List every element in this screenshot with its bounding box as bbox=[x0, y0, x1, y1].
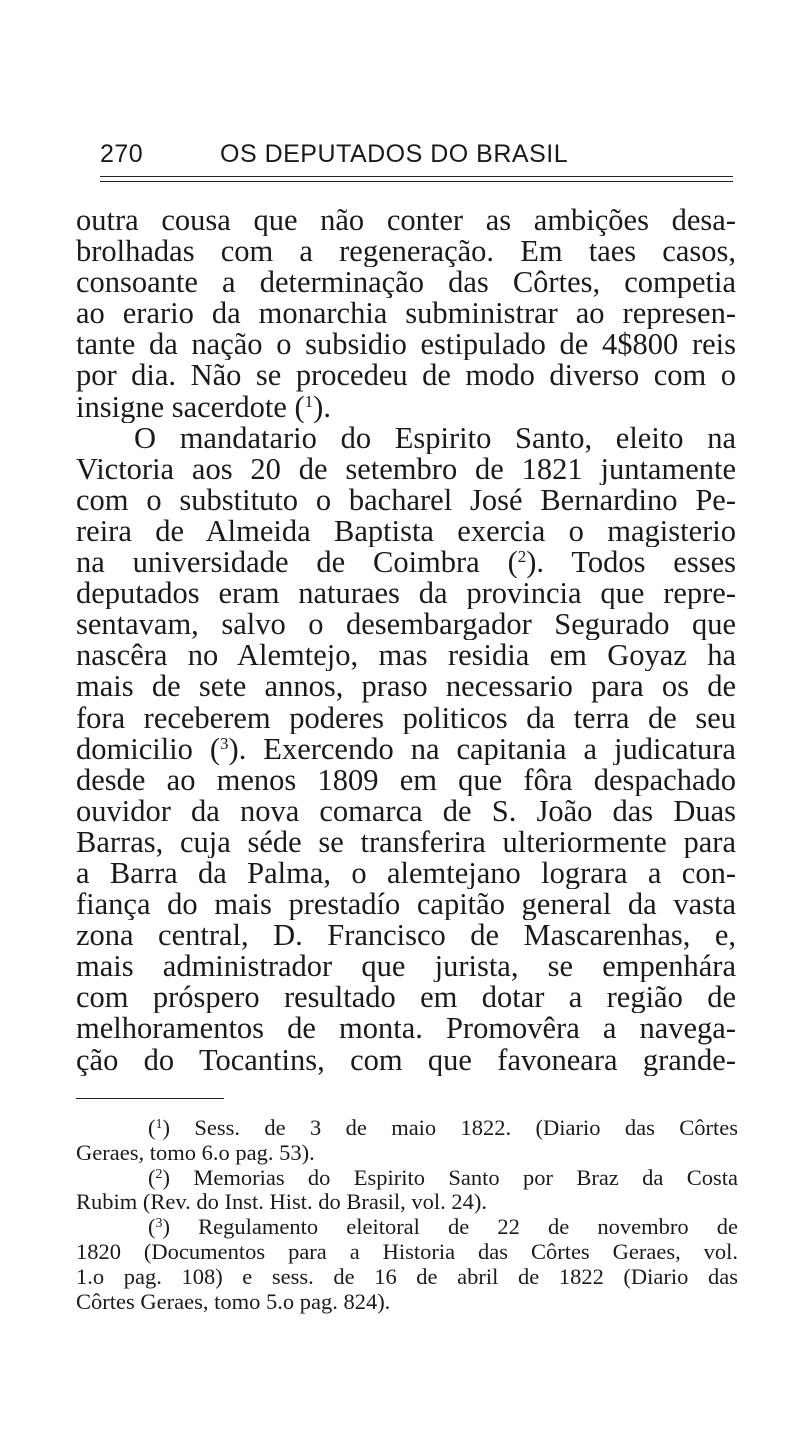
text-line: zona central, D. Francisco de Mascarenhas, e, bbox=[76, 920, 736, 952]
footnote-ref-1: 1 bbox=[304, 391, 314, 411]
footnotes bbox=[76, 1116, 738, 1314]
text-line: mais administrador que jurista, se empenhára bbox=[76, 951, 736, 983]
footnote-2: ($^2$) Memorias do Espirito Santo por Braz da Costa bbox=[148, 1165, 738, 1190]
page-header bbox=[100, 140, 740, 169]
text-line: brolhadas com a regeneração. Em taes casos, bbox=[76, 236, 736, 268]
text-line: melhoramentos de monta. Promovêra a navega- bbox=[76, 1013, 736, 1045]
text-line: desde ao menos 1809 em que fôra despachado bbox=[76, 764, 736, 796]
running-title: OS DEPUTADOS DO BRASIL bbox=[220, 140, 569, 168]
main-text bbox=[76, 205, 736, 1076]
text-line: Barras, cuja séde se transferira ulteriormente para bbox=[76, 826, 736, 858]
footnote-3-cont: 1.o pag. 108) e sess. de 16 de abril de 1822 (Diario das bbox=[76, 1264, 738, 1289]
text-line: ao erario da monarchia subministrar ao represen- bbox=[76, 298, 736, 330]
text-line: a Barra da Palma, o alemtejano lograra a con- bbox=[76, 857, 736, 890]
text-line: fora receberem poderes politicos da terra de seu bbox=[76, 702, 736, 734]
text-line: domicilio ($^3$). Exercendo na capitania a judicatura bbox=[76, 733, 736, 765]
text-line: tante da nação o subsidio estipulado de 4$800 reis bbox=[76, 329, 736, 361]
text-line: fiança do mais prestadío capitão general da vasta bbox=[76, 889, 736, 921]
text-line: ouvidor da nova comarca de S. João das Duas bbox=[76, 795, 736, 827]
text-line: insigne sacerdote ($^1$). bbox=[76, 391, 331, 423]
header-rule-top bbox=[100, 176, 733, 177]
footnote-3-cont: Côrtes Geraes, tomo 5.o pag. 824). bbox=[76, 1289, 391, 1314]
text-line: nascêra no Alemtejo, mas residia em Goyaz ha bbox=[76, 640, 736, 672]
footnote-2-cont: Rubim (Rev. do Inst. Hist. do Brasil, vol. 24). bbox=[76, 1190, 488, 1215]
text-line: reira de Almeida Baptista exercia o magisterio bbox=[76, 515, 736, 548]
text-line: sentavam, salvo o desembargador Segurado que bbox=[76, 609, 736, 641]
footnote-1: ($^1$) Sess. de 3 de maio 1822. (Diario das Côrtes bbox=[148, 1116, 738, 1140]
text-line: O mandatario do Espirito Santo, eleito na bbox=[134, 422, 736, 454]
text-line: com o substituto o bacharel José Bernardino Pe- bbox=[76, 484, 736, 516]
text-line: com próspero resultado em dotar a região de bbox=[76, 982, 736, 1014]
text-line: consoante a determinação das Côrtes, competia bbox=[76, 267, 736, 299]
footnote-ref-2: 2 bbox=[517, 547, 527, 567]
text-line: Victoria aos 20 de setembro de 1821 juntamente bbox=[76, 453, 736, 485]
text-line: deputados eram naturaes da provincia que repre- bbox=[76, 578, 736, 610]
text-line: por dia. Não se procedeu de modo diverso com o bbox=[76, 360, 736, 392]
page-number: 270 bbox=[100, 140, 144, 168]
text-line: na universidade de Coimbra ($^2$). Todos esses bbox=[76, 547, 736, 579]
header-rule-bottom bbox=[100, 181, 733, 182]
text-line: ção do Tocantins, com que favoneara grande- bbox=[76, 1044, 736, 1076]
footnote-separator bbox=[76, 1098, 224, 1099]
text-line: outra cousa que não conter as ambições desa- bbox=[76, 205, 736, 237]
footnote-1-cont: Geraes, tomo 6.o pag. 53). bbox=[76, 1140, 315, 1165]
footnote-3-cont: 1820 (Documentos para a Historia das Côrtes Geraes, vol. bbox=[76, 1239, 738, 1264]
text-line: mais de sete annos, praso necessario para os de bbox=[76, 671, 736, 703]
footnote-ref-3: 3 bbox=[220, 733, 229, 753]
footnote-3: ($^3$) Regulamento eleitoral de 22 de novembro de bbox=[148, 1215, 738, 1240]
